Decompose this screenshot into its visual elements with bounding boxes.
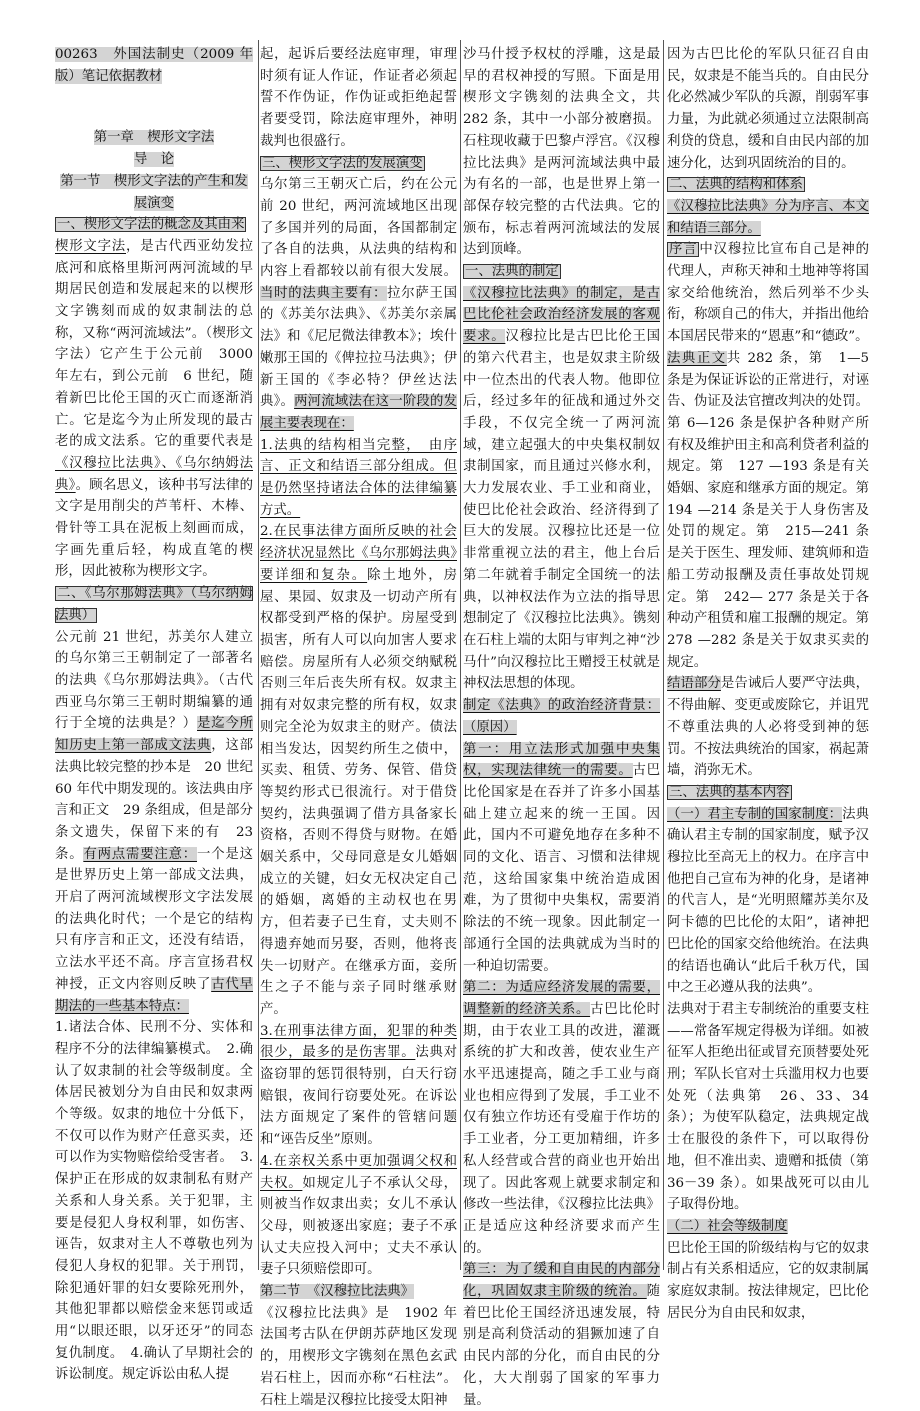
body-text: 中汉穆拉比宣布自己是神的代理人，声称天神和土地神等将国家交给他统治，然后列举不少头衔，称颂自己的伟大，并指出他给本国居民带来的“恩惠”和“德政”。 [667, 242, 870, 345]
text-column-4 [667, 44, 883, 1324]
paragraph [260, 1021, 457, 1151]
paragraph [260, 521, 457, 1020]
highlighted-heading: 导 论 [133, 152, 175, 168]
paragraph [260, 153, 457, 175]
body-text: 共 282 条，第 1—5 条是为保证诉讼的正常进行，对诬告、伪证及法官擅改判决的处罚。第 6—126 条是保护各种财产所有权及维护田主和高利贷者利益的规定。第 127 —193 条是有关婚姻、家庭和继承方面的规定。第 194 —214 条是关于人身伤害及处罚的规定。第 215—241 条是关于医生、理发师、建筑师和造船工劳动报酬及责任事故处罚规定。第 242— 277 条是关于各种动产租赁和雇工报酬的规定。第 278 —282 条是关于奴隶买卖的规定。 [667, 350, 869, 670]
boxed-section-heading: 三、楔形文字法的发展演变 [262, 155, 423, 171]
body-text: 公元前 21 世纪，苏美尔人建立的乌尔第三王朝制定了一部著名的法典《乌尔那姆法典》。（古代西亚乌尔第三王朝时期编纂的通行于全境的法典是？） [55, 629, 253, 732]
body-text: 沙马什授予权杖的浮雕，这是最早的君权神授的写照。下面是用楔形文字镌刻的法典全文，共 282 条，其中一小部分被磨损。石柱现收藏于巴黎卢浮宫。《汉穆拉比法典》是两河流域法典中最为有名的一部，也是世界上第一部保存较完整的古代法典。它的颁布，标志着两河流域法的发展达到顶峰。 [463, 47, 660, 258]
paragraph [463, 44, 660, 261]
paragraph [260, 1151, 457, 1281]
paragraph [55, 171, 253, 214]
boxed-section-heading: 三、法典的基本内容 [669, 784, 790, 800]
body-text: 如规定儿子不承认父母，则被当作奴隶出卖；女儿不承认父母，则被逐出家庭；妻子不承认丈夫应投入河中；丈夫不承认妻子只须赔偿即可。 [260, 1175, 458, 1278]
highlighted-key-point: 古代早期法的一些基本特点： [55, 976, 254, 1014]
highlighted-heading: 第一节 楔形文字法的产生和发展演变 [60, 173, 248, 211]
paragraph [260, 435, 457, 522]
highlighted-heading: 第一章 楔形文字法 [93, 130, 215, 146]
body-text: 法典对于君主专制统治的重要支柱——常备军规定得极为详细。如被征军人拒绝出征或冒充顶替要处死刑；军队长官对士兵滥用权力也要处死（法典第 26、33、34 条）；为使军队稳定，法典规定战士在服役的条件下，可以取得份地，但不准出卖、遗赠和抵债（第 36－39 条）。如果战死可以由儿子取得份地。 [667, 1001, 883, 1213]
paragraph [260, 1303, 457, 1411]
paragraph [463, 1259, 660, 1411]
body-text: 随着巴比伦王国经济迅速发展，特别是高利贷活动的猖獗加速了自由民内部的分化，而自由民的分化，大大削弱了国家的军事力量。 [463, 1284, 660, 1408]
highlighted-key-point: 法典正文 [667, 350, 727, 366]
text-column-2 [260, 44, 457, 1411]
highlighted-key-point: （一）君主专制的国家制度： [667, 806, 843, 822]
boxed-section-heading: 序言 [669, 242, 698, 258]
paragraph [260, 1281, 457, 1303]
body-text: 古巴比伦时期，由于农业工具的改进，灌溉系统的扩大和改善，使农业生产水平迅速提高，随之手工业与商业也相应得到了发展，手工业不仅有独立作坊还有受雇于作坊的手工业者，分工更加精细，许多私人经营或合营的商业也开始出现了。因此客观上就要求制定和修改一些法律，《汉穆拉比法典》正是适应这种经济要求而产生的。 [463, 1001, 661, 1256]
body-text: 巴比伦王国的阶级结构与它的奴隶制占有关系相适应，它的奴隶制属家庭奴隶制。按法律规定，巴比伦居民分为自由民和奴隶， [667, 1240, 869, 1321]
underlined-key-point: 4.在亲权关系中更加强调父权和夫权。 [260, 1153, 457, 1191]
paragraph [463, 261, 660, 283]
paragraph [463, 695, 660, 738]
body-text: 拉尔萨王国的《苏美尔法典》、《苏美尔亲属法》和《尼尼微法律教本》；埃什嫩那王国的《俾拉拉马法典》；伊新王国的《李必特？伊丝达法典》。 [260, 285, 458, 410]
boxed-section-heading: 一、法典的制定 [465, 264, 559, 280]
underlined-key-point: 《汉穆拉比法典》、《乌尔纳姆法典》 [55, 455, 253, 493]
highlighted-key-point: （二）社会等级制度 [667, 1218, 788, 1234]
underlined-key-point: 1.法典的结构相当完整， 由序言、正文和结语三部分组成。但是仍然坚持诸法合体的法律编纂方式。 [260, 437, 457, 518]
paragraph [463, 739, 660, 978]
underlined-key-point: 楔形文字法 [55, 238, 127, 254]
text-column-3 [463, 44, 660, 1411]
paragraph [55, 583, 253, 626]
underlined-key-point: 2.在民事法律方面所反映的社会经济状况显然比《乌尔那姆法典》要详细和复杂。 [260, 524, 457, 583]
highlighted-key-point: 结语部分 [667, 676, 721, 692]
body-text: ，这部法典比较完整的抄本是 20 世纪 60 年代中期发现的。该法典由序言和正文 29 条组成，但是部分条文遗失，保留下来的有 23 条。 [55, 738, 254, 862]
body-text: 一个是这是世界历史上第一部成文法典，开启了两河流域楔形文字法发展的法典化时代；一个是它的结构只有序言和正文，还没有结语，立法水平还不高。序言宣扬君权神授，正文内容则反映了 [55, 846, 254, 992]
body-text: 是告诫后人要严守法典，不得曲解、变更或废除它，并诅咒不尊重法典的人必将受到神的惩罚。不按法典统治的国家，祸起萧墙，消弥无术。 [667, 676, 870, 779]
paragraph [667, 999, 883, 1216]
highlighted-heading: 00263 外国法制史（2009 年版）笔记依据教材 [55, 47, 253, 84]
highlighted-key-point: 是迄今所知历史上第一部成文法典 [55, 716, 254, 754]
paragraph [667, 673, 869, 782]
paragraph [667, 782, 869, 804]
paragraph [667, 174, 869, 196]
paragraph [667, 196, 869, 239]
body-text: 1.诸法合体、民刑不分、实体和程序不分的法律编纂模式。 2.确认了奴隶制的社会等级制度。全体居民被划分为自由民和奴隶两个等级。奴隶的地位十分低下，不仅可以作为财产任意买卖，还可以作为实物赔偿给受害者。 3.保护正在形成的奴隶制私有财产关系和人身关系。关于犯罪，主要是侵犯人身权利罪，如伤害、诬告，奴隶对主人不尊敬也列为侵犯人身权的犯罪。关于刑罚，除犯通奸罪的妇女要除死刑外，其他犯罪都以赔偿金来惩罚或适用“以眼还眼，以牙还牙”的同态复仇制度。 4.确认了早期社会的诉讼制度。规定诉讼由私人提 [55, 1020, 253, 1383]
paragraph [55, 236, 253, 583]
paragraph [667, 1238, 869, 1325]
highlighted-key-point: 两河流域法在这一阶段的发展主要表现在： [260, 394, 457, 431]
paragraph [260, 174, 457, 434]
blank-spacer [55, 87, 253, 127]
paragraph [55, 1017, 253, 1386]
column-divider [460, 40, 461, 1270]
boxed-section-heading: 一、楔形文字法的概念及其由来 [57, 217, 245, 233]
paragraph [55, 214, 253, 236]
boxed-section-heading: 二、《乌尔那姆法典》（乌尔纳姆法典） [55, 586, 253, 623]
body-text: 起，起诉后要经法庭审理，审理时须有证人作证，作证者必须起誓不作伪证，作伪证或拒绝起誓者要受罚，除法庭审理外，神明裁判也很盛行。 [260, 47, 457, 149]
body-text: 《汉穆拉比法典》是 1902 年法国考古队在伊朗苏萨地区发现的，用楔形文字镌刻在黑色玄武岩石柱上，因而亦称“石柱法”。石柱上端是汉穆拉比接受太阳神 [260, 1305, 457, 1408]
paragraph [55, 127, 253, 149]
highlighted-key-point: 第三：为了缓和自由民的内部分化，巩固奴隶主阶级的统治。 [463, 1262, 660, 1300]
body-text: 古巴比伦国家是在吞并了许多小国基础上建立起来的统一王国。因此，国内不可避免地存在多种不同的文化、语言、习惯和法律规范，这给国家集中统治造成困难，为了贯彻中央集权，需要消除法的不统一现象。因此制定一部通行全国的法典就成为当时的一种迫切需要。 [463, 763, 661, 974]
body-text: ，是古代西亚幼发拉底河和底格里斯河两河流域的早期居民创造和发展起来的以楔形文字镌刻而成的奴隶制法的总称，又称“两河流域法”。（楔形文字法）它产生于公元前 3000 年左右，到公元前 6 世纪，随着新巴比伦王国的灭亡而逐渐消亡。它是迄今为止所发现的最古老的成文法系。它的重要代表是 [55, 238, 254, 450]
body-text: 法典确认君主专制的国家制度，赋予汉穆拉比至高无上的权力。在序言中他把自己宣布为神的化身，是诸神的代言人，是“光明照耀苏美尔及阿卡德的巴比伦的太阳”，诸神把巴比伦的国家交给他统治。在法典的结语也确认“此后千秋万代，国中之王必遵从我的法典”。 [667, 806, 870, 996]
highlighted-key-point: 《汉穆拉比法典》的制定，是古巴比伦社会政治经济发展的客观要求。 [463, 285, 660, 345]
body-text: 除土地外，房屋、果园、奴隶及一切动产所有权都受到严格的保护。房屋受到损害，所有人可以向加害人要求赔偿。房屋所有人必须交纳赋税否则三年后丧失所有权。奴隶主拥有对奴隶完整的所有权，奴隶则完全沦为奴隶主的财产。债法相当发达，因契约所生之债中，买卖、租赁、劳务、保管、借贷等契约形式已很流行。对于借贷契约，法典强调了借方具备家长资格，否则不得贷与财物。在婚姻关系中，父母同意是女儿婚姻成立的关键，妇女无权决定自己的婚姻，离婚的主动权也在男方，但若妻子已生育，丈夫则不得遗弃她而另娶，否则，他将丧失一切财产。在继承方面，妾所生之子不能与亲子同时继承财产。 [260, 567, 458, 1017]
paragraph [667, 44, 869, 174]
paragraph [667, 239, 869, 348]
paragraph [667, 348, 869, 674]
body-text: 汉穆拉比是古巴比伦王国的第六代君主，也是奴隶主阶级中一位杰出的代表人物。他即位后，经过多年的征战和通过外交手段，不仅完全统一了两河流域，建立起强大的中央集权制奴隶制国家，而且通过兴修水利，大力发展农业、手工业和商业，使巴比伦社会政治、经济得到了巨大的发展。汉穆拉比还是一位非常重视立法的君主，他上台后第二年就着手制定全国统一的法典，以神权法作为立法的指导思想制定了《汉穆拉比法典》。镌刻在石柱上端的太阳与审判之神“沙马什”向汉穆拉比王赠授王杖就是神权法思想的体现。 [463, 329, 661, 692]
highlighted-key-point: 第一：用立法形式加强中央集权，实现法律统一的需要。 [463, 741, 660, 779]
paragraph [667, 1216, 869, 1238]
column-divider [258, 40, 259, 1270]
highlighted-key-point: 有两点需要注意： [83, 846, 198, 862]
highlighted-key-point: 第二：为适应经济发展的需要，调整新的经济关系。 [463, 980, 660, 1017]
paragraph [55, 627, 253, 1018]
paragraph [260, 44, 457, 153]
highlighted-heading: 第二节 《汉穆拉比法典》 [260, 1284, 414, 1300]
body-text: 法典对盗窃罪的惩罚很特别，白天行窃赔银，夜间行窃要处死。在诉讼法方面规定了案件的管辖问题和“诬告反坐”原则。 [260, 1045, 458, 1148]
body-text: 。顾名思义，该种书写法律的文字是用削尖的芦苇杆、木棒、骨针等工具在泥板上刻画而成，字画先重后轻，构成直笔的楔形，因此被称为楔形文字。 [55, 477, 253, 580]
paragraph [55, 44, 253, 87]
boxed-section-heading: 二、法典的结构和体系 [669, 177, 803, 193]
highlighted-key-point: 《汉穆拉比法典》分为序言、本文和结语三部分。 [667, 198, 869, 236]
paragraph [463, 283, 660, 695]
text-column-1 [55, 44, 253, 1386]
column-divider [663, 40, 664, 1270]
underlined-key-point: 3.在刑事法律方面，犯罪的种类很少，最多的是伤害罪。 [260, 1023, 457, 1061]
highlighted-heading: 当时的法典主要有： [260, 285, 388, 301]
highlighted-key-point: 制定《法典》的政治经济背景：（原因） [463, 698, 660, 735]
body-text: 因为古巴比伦的军队只征召自由民，奴隶是不能当兵的。自由民分化必然减少军队的兵源，削弱军事力量，为此就必须通过立法限制高利贷的贷息，缓和自由民内部的加速分化，达到巩固统治的目的。 [667, 47, 869, 171]
paragraph [463, 977, 660, 1259]
body-text: 乌尔第三王朝灭亡后，约在公元前 20 世纪，两河流域地区出现了多国并列的局面，各国都制定了各自的法典，从法典的结构和内容上看都较以前有很大发展。 [260, 177, 457, 280]
paragraph [667, 804, 869, 999]
paragraph [55, 149, 253, 171]
